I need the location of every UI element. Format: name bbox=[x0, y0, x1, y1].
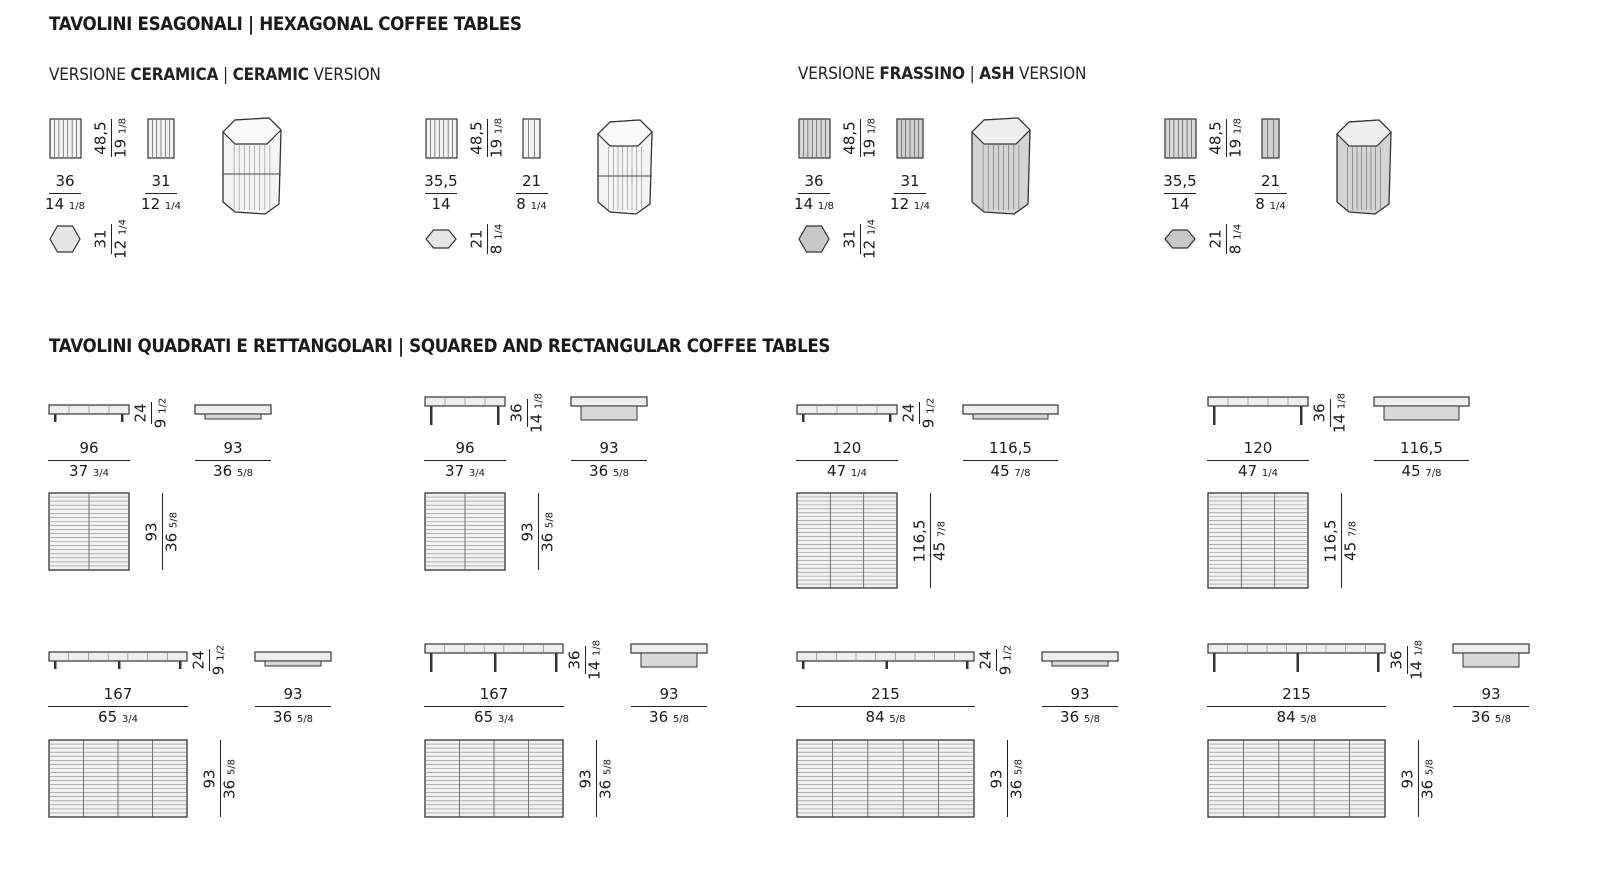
table-front-top bbox=[425, 644, 563, 653]
table-height-cm: 24 bbox=[189, 650, 208, 670]
table-side-in: 36 5/8 bbox=[649, 708, 689, 726]
table-side-cm: 93 bbox=[283, 685, 303, 703]
table-height-cm: 24 bbox=[976, 650, 995, 670]
table-depth-in: 45 7/8 bbox=[1341, 520, 1360, 561]
table-plan bbox=[797, 740, 974, 817]
table-front-top bbox=[49, 652, 187, 661]
table-side-base bbox=[641, 653, 697, 667]
hex-depth-in: 12 1/4 bbox=[141, 195, 181, 213]
table-side-in: 36 5/8 bbox=[213, 462, 253, 480]
ceramic-label-sep: | bbox=[218, 65, 233, 85]
table-depth-in: 36 5/8 bbox=[1007, 758, 1026, 799]
table-depth-in: 36 5/8 bbox=[538, 511, 557, 552]
table-leg bbox=[555, 653, 558, 672]
ash-label-italian: FRASSINO bbox=[879, 64, 965, 84]
hex-height-in: 19 1/8 bbox=[111, 118, 130, 158]
hex-width-cm: 35,5 bbox=[424, 172, 458, 190]
hex-top-in: 8 1/4 bbox=[487, 223, 506, 255]
table-side-in: 36 5/8 bbox=[1060, 708, 1100, 726]
table-side-cm: 93 bbox=[1070, 685, 1090, 703]
table-side-base bbox=[1384, 406, 1459, 420]
hex-section-title: TAVOLINI ESAGONALI | HEXAGONAL COFFEE TABLES bbox=[49, 13, 522, 35]
hex-top-in: 8 1/4 bbox=[1226, 223, 1245, 255]
table-length-cm: 120 bbox=[1243, 439, 1273, 457]
ceramic-label-pre: VERSIONE bbox=[49, 65, 131, 85]
table-side-in: 45 7/8 bbox=[1401, 462, 1442, 480]
table-depth-cm: 93 bbox=[987, 768, 1006, 789]
table-length-in: 65 3/4 bbox=[474, 708, 514, 726]
table-front-top bbox=[797, 652, 974, 661]
hex-width-cm: 35,5 bbox=[1163, 172, 1197, 190]
table-side-line bbox=[571, 460, 647, 461]
table-front-top bbox=[1208, 397, 1308, 406]
hex-width-line bbox=[49, 193, 81, 194]
ceramic-label-english: CERAMIC bbox=[232, 65, 309, 85]
hex-depth-in: 12 1/4 bbox=[890, 195, 930, 213]
table-side-in: 36 5/8 bbox=[273, 708, 313, 726]
table-height-cm: 36 bbox=[1387, 650, 1406, 670]
hex-width-line bbox=[798, 193, 830, 194]
table-length-cm: 96 bbox=[455, 439, 475, 457]
table-leg bbox=[802, 661, 805, 669]
hex-top-cm: 21 bbox=[467, 229, 486, 249]
table-length-in: 65 3/4 bbox=[98, 708, 138, 726]
hex-top-cm: 31 bbox=[91, 229, 110, 249]
table-side-base bbox=[1463, 653, 1519, 667]
table-height-cm: 24 bbox=[131, 403, 150, 423]
table-depth-in: 45 7/8 bbox=[930, 520, 949, 561]
hex-width-in: 14 1/8 bbox=[794, 195, 834, 213]
hex-height-cm: 48,5 bbox=[467, 121, 486, 155]
table-height-in: 14 1/8 bbox=[585, 640, 604, 680]
table-length-cm: 167 bbox=[103, 685, 133, 703]
table-length-cm: 120 bbox=[832, 439, 862, 457]
table-side-top bbox=[571, 397, 647, 406]
hex-top-cm: 21 bbox=[1206, 229, 1225, 249]
table-side-top bbox=[631, 644, 707, 653]
hex-top-plan bbox=[1165, 230, 1195, 248]
table-side-cm: 116,5 bbox=[1400, 439, 1443, 457]
hex-depth-cm: 21 bbox=[521, 172, 542, 190]
ash-label-sep: | bbox=[964, 64, 980, 84]
table-depth-cm: 93 bbox=[518, 521, 537, 542]
table-side-top bbox=[963, 405, 1058, 414]
table-side-line bbox=[963, 460, 1058, 461]
table-depth-cm: 93 bbox=[142, 521, 161, 542]
table-side-top bbox=[1453, 644, 1529, 653]
table-length-in: 84 5/8 bbox=[865, 708, 906, 726]
hex-depth-line bbox=[894, 193, 926, 194]
hex-top-in: 12 1/4 bbox=[111, 219, 130, 259]
hex-side-view bbox=[1262, 119, 1279, 158]
hex-top-plan bbox=[426, 230, 456, 248]
table-length-line bbox=[796, 460, 898, 461]
table-side-line bbox=[195, 460, 271, 461]
table-leg bbox=[802, 414, 805, 422]
table-front-top bbox=[1208, 644, 1385, 653]
table-length-cm: 96 bbox=[79, 439, 99, 457]
ash-label-pre: VERSIONE bbox=[798, 64, 880, 84]
table-leg bbox=[889, 414, 892, 422]
table-length-line bbox=[48, 706, 188, 707]
table-leg bbox=[497, 406, 500, 425]
table-depth-in: 36 5/8 bbox=[596, 758, 615, 799]
table-length-line bbox=[424, 460, 506, 461]
table-length-in: 47 1/4 bbox=[1238, 462, 1278, 480]
table-height-cm: 36 bbox=[507, 403, 526, 423]
table-height-cm: 36 bbox=[1310, 403, 1329, 423]
hex-depth-cm: 31 bbox=[900, 172, 920, 190]
table-depth-in: 36 5/8 bbox=[1418, 758, 1437, 799]
hex-height-in: 19 1/8 bbox=[860, 118, 879, 158]
square-section-title: TAVOLINI QUADRATI E RETTANGOLARI | SQUARED AND RECTANGULAR COFFEE TABLES bbox=[49, 335, 831, 357]
table-length-line bbox=[1207, 460, 1309, 461]
table-side-in: 45 7/8 bbox=[990, 462, 1031, 480]
hex-height-in: 19 1/8 bbox=[487, 118, 506, 158]
hex-top-plan bbox=[799, 226, 829, 252]
ash-label-post: VERSION bbox=[1014, 64, 1087, 84]
table-depth-cm: 116,5 bbox=[910, 519, 929, 562]
table-length-in: 84 5/8 bbox=[1276, 708, 1317, 726]
table-leg bbox=[966, 661, 969, 669]
table-side-base bbox=[973, 414, 1048, 419]
table-depth-in: 36 5/8 bbox=[220, 758, 239, 799]
table-side-line bbox=[631, 706, 707, 707]
table-height-in: 9 1/2 bbox=[209, 644, 228, 676]
table-side-top bbox=[1374, 397, 1469, 406]
hex-side-view bbox=[523, 119, 540, 158]
hex-width-in: 14 bbox=[1170, 195, 1190, 213]
table-side-line bbox=[1453, 706, 1529, 707]
table-side-base bbox=[265, 661, 321, 666]
table-length-in: 47 1/4 bbox=[827, 462, 867, 480]
table-leg bbox=[1213, 406, 1216, 425]
hex-top-in: 12 1/4 bbox=[860, 219, 879, 259]
table-length-cm: 215 bbox=[1282, 685, 1311, 703]
table-length-line bbox=[1207, 706, 1386, 707]
hex-width-in: 14 1/8 bbox=[45, 195, 85, 213]
hex-width-cm: 36 bbox=[804, 172, 824, 190]
hex-height-in: 19 1/8 bbox=[1226, 118, 1245, 158]
table-height-in: 14 1/8 bbox=[527, 393, 546, 433]
table-leg bbox=[179, 661, 182, 669]
hex-width-in: 14 bbox=[431, 195, 451, 213]
table-depth-cm: 116,5 bbox=[1321, 519, 1340, 562]
hex-height-cm: 48,5 bbox=[1206, 121, 1225, 155]
ceramic-label-italian: CERAMICA bbox=[130, 65, 219, 85]
table-side-line bbox=[1374, 460, 1469, 461]
table-leg bbox=[1300, 406, 1303, 425]
table-side-line bbox=[255, 706, 331, 707]
table-leg bbox=[1377, 653, 1380, 672]
table-leg bbox=[121, 414, 124, 422]
table-length-line bbox=[48, 460, 130, 461]
table-height-in: 9 1/2 bbox=[996, 644, 1015, 676]
table-side-cm: 93 bbox=[599, 439, 619, 457]
table-length-cm: 167 bbox=[479, 685, 509, 703]
table-side-base bbox=[1052, 661, 1108, 666]
table-length-line bbox=[424, 706, 564, 707]
table-leg bbox=[54, 414, 57, 422]
table-side-top bbox=[195, 405, 271, 414]
ash-label-english: ASH bbox=[979, 64, 1015, 84]
table-plan bbox=[1208, 740, 1385, 817]
table-side-cm: 93 bbox=[1481, 685, 1501, 703]
hex-depth-in: 8 1/4 bbox=[1255, 195, 1286, 213]
table-depth-cm: 93 bbox=[576, 768, 595, 789]
hex-depth-cm: 31 bbox=[151, 172, 171, 190]
table-height-cm: 24 bbox=[899, 403, 918, 423]
table-side-cm: 93 bbox=[223, 439, 243, 457]
hex-width-cm: 36 bbox=[55, 172, 75, 190]
hex-height-cm: 48,5 bbox=[91, 121, 110, 155]
table-leg bbox=[118, 661, 121, 669]
table-leg bbox=[54, 661, 57, 669]
table-leg bbox=[494, 653, 497, 672]
table-height-cm: 36 bbox=[565, 650, 584, 670]
table-leg bbox=[430, 653, 433, 672]
hex-depth-cm: 21 bbox=[1260, 172, 1281, 190]
table-side-cm: 116,5 bbox=[989, 439, 1032, 457]
hex-depth-line bbox=[145, 193, 177, 194]
table-side-line bbox=[1042, 706, 1118, 707]
hex-top-cm: 31 bbox=[840, 229, 859, 249]
hex-depth-line bbox=[516, 193, 548, 194]
table-height-in: 14 1/8 bbox=[1330, 393, 1349, 433]
ceramic-label-post: VERSION bbox=[308, 65, 381, 85]
table-length-in: 37 3/4 bbox=[445, 462, 485, 480]
table-side-in: 36 5/8 bbox=[589, 462, 629, 480]
table-side-cm: 93 bbox=[659, 685, 679, 703]
table-side-in: 36 5/8 bbox=[1471, 708, 1511, 726]
table-height-in: 14 1/8 bbox=[1407, 640, 1426, 680]
table-length-cm: 215 bbox=[871, 685, 900, 703]
table-length-in: 37 3/4 bbox=[69, 462, 109, 480]
hex-depth-line bbox=[1255, 193, 1287, 194]
table-depth-cm: 93 bbox=[1398, 768, 1417, 789]
table-side-top bbox=[1042, 652, 1118, 661]
table-height-in: 9 1/2 bbox=[919, 397, 938, 429]
table-side-base bbox=[205, 414, 261, 419]
table-leg bbox=[1297, 653, 1300, 672]
hex-width-line bbox=[1164, 193, 1196, 194]
table-depth-in: 36 5/8 bbox=[162, 511, 181, 552]
hex-width-line bbox=[425, 193, 457, 194]
table-height-in: 9 1/2 bbox=[151, 397, 170, 429]
table-side-top bbox=[255, 652, 331, 661]
table-length-line bbox=[796, 706, 975, 707]
table-leg bbox=[1213, 653, 1216, 672]
table-leg bbox=[430, 406, 433, 425]
hex-height-cm: 48,5 bbox=[840, 121, 859, 155]
hex-depth-in: 8 1/4 bbox=[516, 195, 547, 213]
table-depth-cm: 93 bbox=[200, 768, 219, 789]
table-leg bbox=[886, 661, 889, 669]
hex-top-plan bbox=[50, 226, 80, 252]
table-side-base bbox=[581, 406, 637, 420]
table-front-top bbox=[797, 405, 897, 414]
